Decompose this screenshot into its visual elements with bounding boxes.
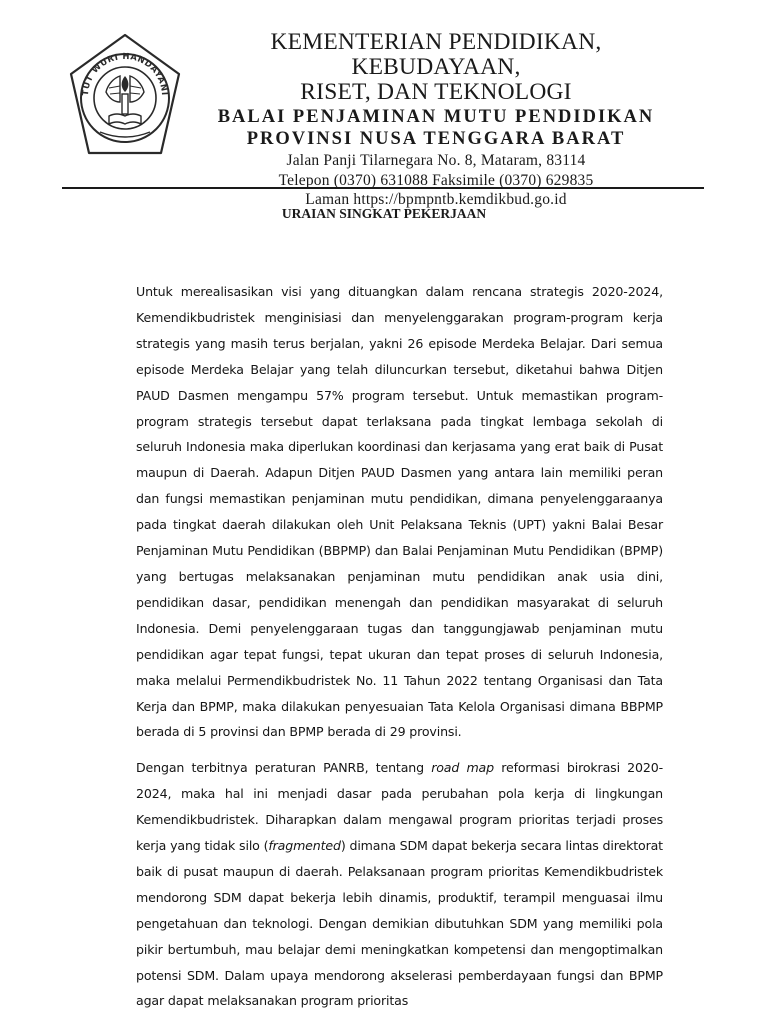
paragraph-2-part-3: ) dimana SDM dapat bekerja secara lintas direktorat baik di pusat maupun di daerah. Pelaksanaan program prioritas Kemendikbudristek mendorong SDM dapat bekerja lebih dinamis, produktif, terampil menguasai ilmu pengetahuan dan teknologi. Dengan demikian dibutuhkan SDM yang memiliki pola pikir bertumbuh, mau belajar demi meningkatkan kompetensi dan mengoptimalkan potensi SDM. Dalam upaya mendorong akselerasi pemberdayaan fungsi dan BPMP agar dapat melaksanakan program prioritas (136, 838, 663, 1009)
ministry-name-line-1: KEMENTERIAN PENDIDIKAN, KEBUDAYAAN, (270, 29, 602, 80)
office-address: Jalan Panji Tilarnegara No. 8, Mataram, 83114 (286, 152, 586, 169)
fragmented-term: fragmented (268, 838, 341, 854)
letterhead (186, 30, 686, 210)
office-name-line-1: BALAI PENJAMINAN MUTU PENDIDIKAN (217, 107, 655, 127)
paragraph-2-part-1: Dengan terbitnya peraturan PANRB, tentang (136, 760, 432, 776)
paragraph-2-part-2: reformasi birokrasi 2020-2024, maka hal ini menjadi dasar pada perubahan pola kerja di lingkungan Kemendikbudristek. Diharapkan dalam mengawal program prioritas terjadi proses kerja yang tidak silo ( (136, 760, 664, 854)
office-phone: Telepon (0370) 631088 Faksimile (0370) 629835 (278, 171, 594, 189)
ministry-name-line-2: RISET, DAN TEKNOLOGI (300, 79, 572, 105)
tut-wuri-handayani-logo (66, 32, 184, 164)
document-body (136, 279, 663, 1014)
road-map-term: road map (431, 760, 494, 776)
paragraph-2 (136, 755, 663, 1014)
logo-motto: TUT WURI HANDAYANI (79, 50, 171, 97)
office-name-line-2: PROVINSI NUSA TENGGARA BARAT (246, 129, 626, 149)
letterhead-divider (62, 187, 704, 189)
office-website: Laman https://bpmpntb.kemdikbud.go.id (305, 191, 567, 208)
document-title: URAIAN SINGKAT PEKERJAAN (281, 206, 487, 221)
paragraph-1: Untuk merealisasikan visi yang dituangkan dalam rencana strategis 2020-2024, Kemendikbudristek menginisiasi dan menyelenggarakan program-program kerja strategis yang masih terus berjalan, yakni 26 episode Merdeka Belajar. Dari semua episode Merdeka Belajar yang telah diluncurkan tersebut, diketahui bahwa Ditjen PAUD Dasmen mengampu 57% program tersebut. Untuk memastikan program-program strategis tersebut dapat terlaksana pada tingkat lembaga sekolah di seluruh Indonesia maka diperlukan koordinasi dan kerjasama yang erat baik di Pusat maupun di Daerah. Adapun Ditjen PAUD Dasmen yang antara lain memiliki peran dan fungsi memastikan penjaminan mutu pendidikan, dimana penyelenggaraanya pada tingkat daerah dilakukan oleh Unit Pelaksana Teknis (UPT) yakni Balai Besar Penjaminan Mutu Pendidikan (BBPMP) dan Balai Penjaminan Mutu Pendidikan (BPMP) yang bertugas melaksanakan penjaminan mutu pendidikan anak usia dini, pendidikan dasar, pendidikan menengah dan pendidikan masyarakat di seluruh Indonesia. Demi penyelenggaraan tugas dan tanggungjawab penjaminan mutu pendidikan agar tepat fungsi, tepat ukuran dan tepat proses di seluruh Indonesia, maka melalui Permendikbudristek No. 11 Tahun 2022 tentang Organisasi dan Tata Kerja dan BPMP, maka dilakukan penyesuaian Tata Kelola Organisasi dimana BBPMP berada di 5 provinsi dan BPMP berada di 29 provinsi. (136, 284, 663, 740)
